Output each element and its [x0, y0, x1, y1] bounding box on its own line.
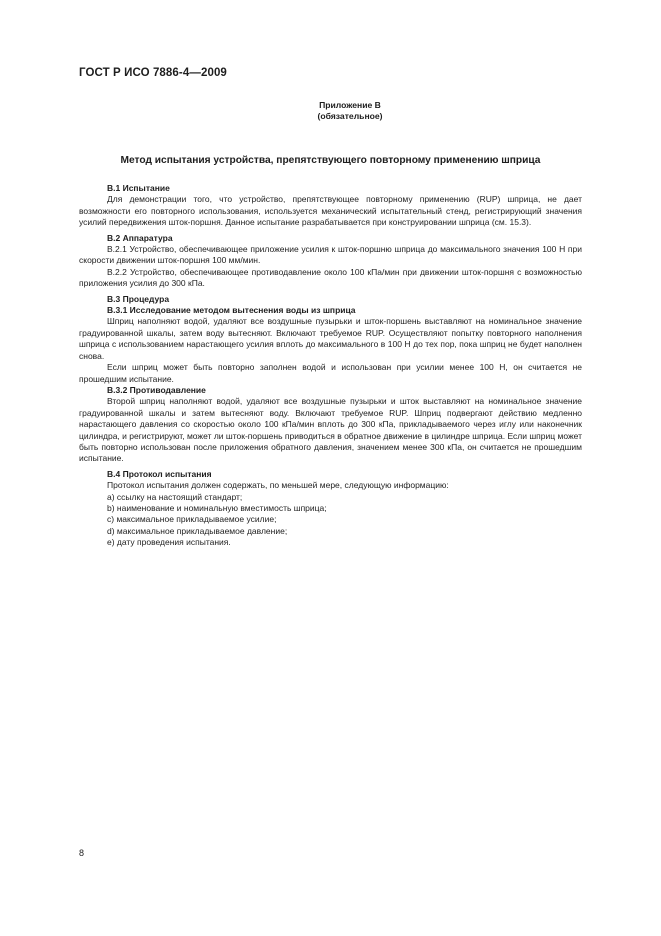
list-item: а) ссылку на настоящий стандарт;	[107, 491, 243, 502]
section-main-title: Метод испытания устройства, препятствующего повторному применению шприца	[120, 155, 541, 166]
paragraph-b2-1: В.2.1 Устройство, обеспечивающее приложение усилия к шток-поршню шприца до максимального значения 100 Н при скорости движении шток-поршня 100 мм/мин.	[79, 244, 582, 266]
page-number: 8	[79, 848, 85, 858]
annex-status: (обязательное)	[317, 111, 383, 121]
heading-b3: В.3 Процедура	[107, 293, 170, 304]
paragraph-b3-1-b: Если шприц может быть повторно заполнен водой и использован при усилии менее 100 Н, он считается не прошедшим испытание.	[79, 362, 582, 384]
list-item: e) дату проведения испытания.	[107, 537, 231, 548]
annex-title: Приложение В	[319, 100, 381, 110]
list-item: d) максимальное прикладываемое давление;	[107, 525, 288, 536]
list-item: b) наименование и номинальную вместимость шприца;	[107, 502, 327, 513]
heading-b4: В.4 Протокол испытания	[107, 468, 212, 479]
paragraph-b4-intro: Протокол испытания должен содержать, по меньшей мере, следующую информацию:	[107, 480, 449, 491]
paragraph-b2-2: В.2.2 Устройство, обеспечивающее противодавление около 100 кПа/мин при движении шток-поршня с возможностью приложения усилия до 300 кПа.	[79, 266, 582, 289]
heading-b1: В.1 Испытание	[107, 183, 170, 193]
heading-b2: В.2 Аппаратура	[107, 232, 173, 243]
paragraph-b3-1-a: Шприц наполняют водой, удаляют все воздушные пузырьки и шток-поршень выставляют на номинальное значение градуированной шкалы, затем воду вытесняют. Включают требуемое RUP. Осуществляют попытку повторного наполнения шприца с использованием нарастающего усилия вплоть до максимального в 100 Н до тех пор, пока шприц не будет наполнен снова.	[79, 316, 582, 361]
report-items-list	[79, 492, 582, 549]
heading-b3-1: В.3.1 Исследование методом вытеснения воды из шприца	[107, 305, 356, 316]
standard-header: ГОСТ Р ИСО 7886-4—2009	[79, 67, 227, 79]
list-item: c) максимальное прикладываемое усилие;	[107, 514, 277, 525]
paragraph-b1: Для демонстрации того, что устройство, препятствующее повторному применению (RUP) шприца, не дает возможности его повторного использования, используется механический испытательный стенд, регистрирующий значения усилий передвижения шток-поршня. Данное испытание разрабатывается при конструировании шприца (см. 15.3).	[79, 194, 582, 228]
heading-b3-2: В.3.2 Противодавление	[107, 384, 206, 395]
paragraph-b3-2: Второй шприц наполняют водой, удаляют все воздушные пузырьки и шток выставляют на номинальное значение градуированной шкалы и затем вытесняют воду. Включают требуемое RUP. Шприц подвергают действию медленно нарастающего давления со скоростью около 100 кПа/мин вплоть до 300 кПа, прикладываемого через иглу или наконечник цилиндра, и регистрируют, может ли шток-поршень приводиться в обратное движение в цилиндре шприца. Если шприц может быть повторно использован после приложения обратного давления, значением менее 300 кПа, он считается не прошедшим испытание.	[79, 396, 582, 464]
document-body	[79, 183, 582, 549]
